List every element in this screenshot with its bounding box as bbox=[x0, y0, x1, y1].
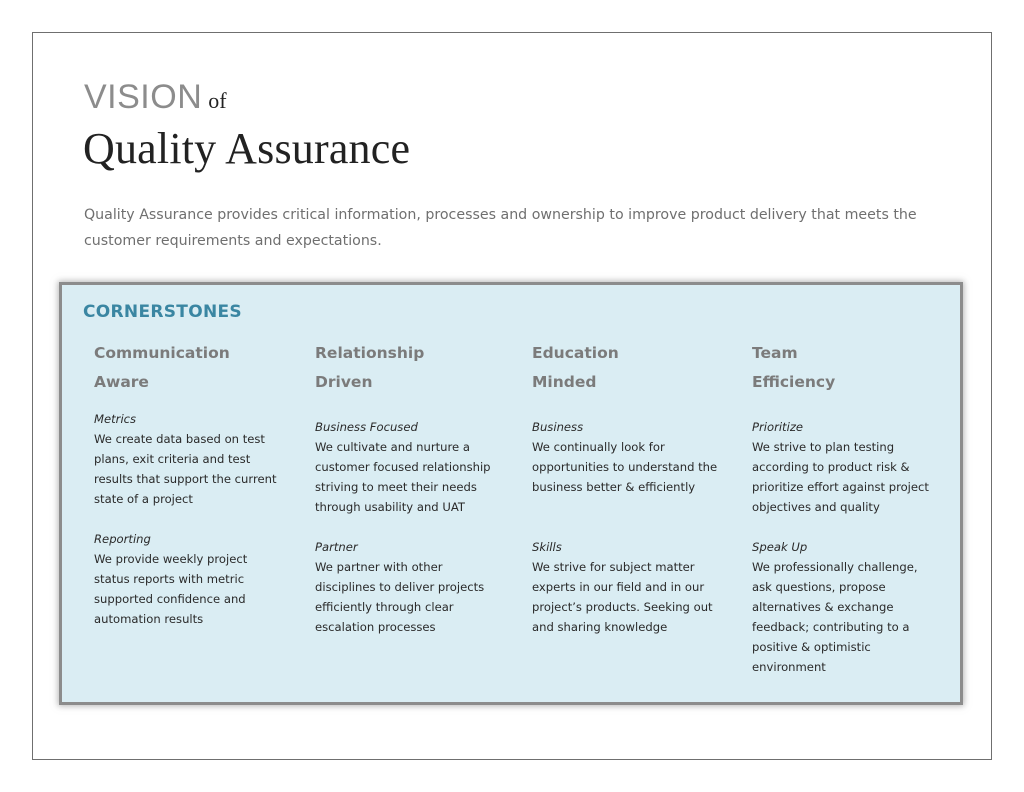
cornerstone-column-team bbox=[752, 339, 938, 677]
column-heading: Relationship Driven bbox=[315, 344, 425, 391]
section-label: Partner bbox=[315, 540, 358, 554]
section-label: Prioritize bbox=[752, 420, 804, 434]
title-vision-line bbox=[84, 78, 227, 117]
section-text: We provide weekly project status reports with metric supported confidence and automation results bbox=[94, 552, 248, 626]
cornerstone-section bbox=[315, 537, 505, 637]
section-label: Speak Up bbox=[752, 540, 808, 554]
cornerstone-section bbox=[532, 537, 728, 637]
section-label: Business bbox=[532, 420, 584, 434]
cornerstone-section bbox=[752, 537, 938, 677]
cornerstones-panel bbox=[59, 282, 963, 705]
cornerstones-title: CORNERSTONES bbox=[83, 302, 242, 322]
section-text: We strive to plan testing according to product risk & prioritize effort against project objectives and quality bbox=[752, 440, 929, 514]
section-label: Reporting bbox=[94, 532, 151, 546]
section-label: Business Focused bbox=[315, 420, 418, 434]
page-title: Quality Assurance bbox=[83, 124, 411, 173]
cornerstone-section bbox=[315, 417, 505, 517]
section-text: We cultivate and nurture a customer focused relationship striving to meet their needs through usability and UAT bbox=[315, 440, 491, 514]
cornerstone-column-communication bbox=[94, 339, 286, 629]
section-text: We create data based on test plans, exit criteria and test results that support the current state of a project bbox=[94, 432, 277, 506]
cornerstone-section bbox=[94, 529, 286, 629]
section-text: We partner with other disciplines to deliver projects efficiently through clear escalation processes bbox=[315, 560, 485, 634]
cornerstone-column-relationship bbox=[315, 339, 505, 637]
title-of: of bbox=[208, 88, 227, 113]
section-text: We strive for subject matter experts in our field and in our project’s products. Seeking out and sharing knowledge bbox=[532, 560, 713, 634]
cornerstone-section bbox=[94, 409, 286, 509]
column-heading: Team Efficiency bbox=[752, 344, 836, 391]
intro-paragraph: Quality Assurance provides critical information, processes and ownership to improve product delivery that meets the customer requirements and expectations. bbox=[84, 207, 917, 249]
section-label: Skills bbox=[532, 540, 562, 554]
section-label: Metrics bbox=[94, 412, 137, 426]
section-text: We professionally challenge, ask questions, propose alternatives & exchange feedback; contributing to a positive & optimistic environment bbox=[752, 560, 918, 674]
section-text: We continually look for opportunities to understand the business better & efficiently bbox=[532, 440, 718, 494]
cornerstone-column-education bbox=[532, 339, 728, 637]
cornerstone-section bbox=[532, 417, 728, 497]
cornerstone-section bbox=[752, 417, 938, 517]
column-heading: Communication Aware bbox=[94, 344, 230, 391]
title-vision: VISION bbox=[84, 78, 203, 116]
column-heading: Education Minded bbox=[532, 344, 619, 391]
